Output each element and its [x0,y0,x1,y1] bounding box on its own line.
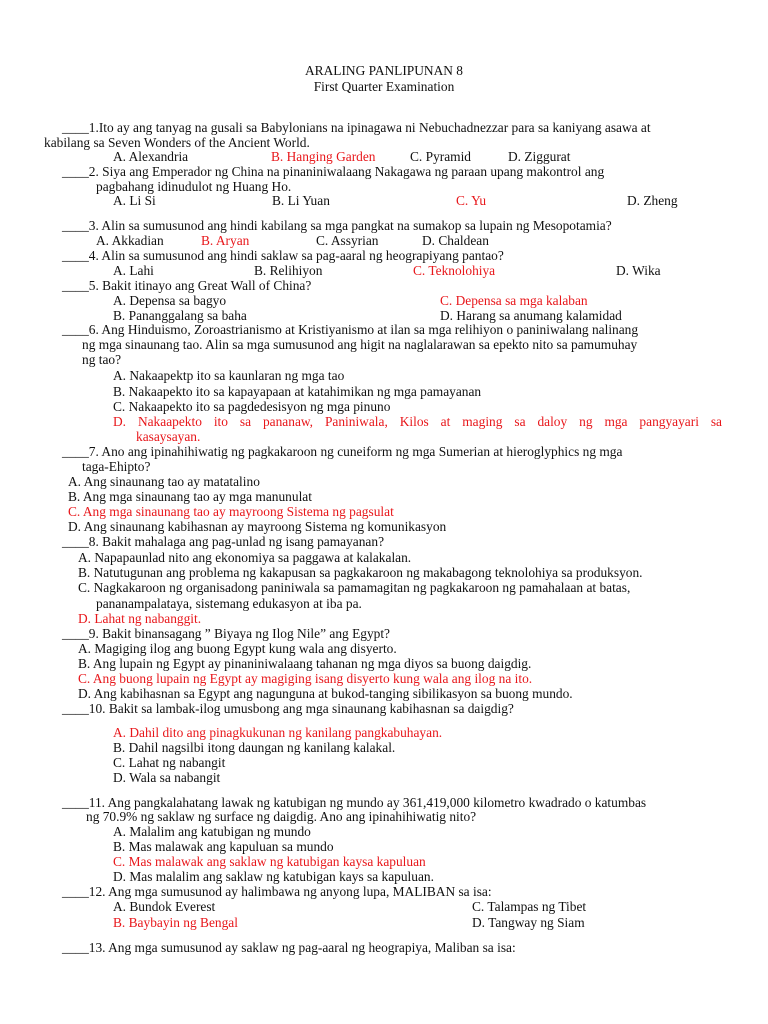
q12-stem: ____12. Ang mga sumusunod ay halimbawa ng anyong lupa, MALIBAN sa isa: [62,884,492,899]
q7-choice-d: D. Ang sinaunang kabihasnan ay mayroong Sistema ng komunikasyon [68,519,447,534]
q3-stem: ____3. Alin sa sumusunod ang hindi kabilang sa mga pangkat na sumakop sa lupain ng Mesopotamia? [62,218,612,233]
q6-choice-b: B. Nakaapekto ito sa kapayapaan at katahimikan ng mga pamayanan [113,384,482,399]
q7-stem-line2: taga-Ehipto? [82,459,151,474]
q8-stem: ____8. Bakit mahalaga ang pag-unlad ng isang pamayanan? [62,534,385,549]
q10-stem: ____10. Bakit sa lambak-ilog umusbong ang mga sinaunang kabihasnan sa daigdig? [62,701,514,716]
q11-stem-line1: ____11. Ang pangkalahatang lawak ng katubigan ng mundo ay 361,419,000 kilometro kwadrado o katumbas [62,795,647,810]
q2-stem-line2: pagbahang idinudulot ng Huang Ho. [96,179,292,194]
q4-stem: ____4. Alin sa sumusunod ang hindi saklaw sa pag-aaral ng heograpiyang pantao? [62,248,504,263]
q1-choice-a: A. Alexandria [113,149,189,164]
q2-choice-d: D. Zheng [627,193,678,208]
q6-stem-line2: ng mga sinaunang tao. Alin sa mga sumusunod ang higit na naglalarawan sa epekto nito sa pamumuhay [82,337,638,352]
q9-choice-c-answer: C. Ang buong lupain ng Egypt ay magiging isang disyerto kung wala ang ilog na ito. [78,671,533,686]
q11-stem-line2: ng 70.9% ng saklaw ng surface ng daigdig. Ano ang ipinahihiwatig nito? [86,809,477,824]
q4-choice-b: B. Relihiyon [254,263,323,278]
q12-choice-c: C. Talampas ng Tibet [472,899,587,914]
q13-stem: ____13. Ang mga sumusunod ay saklaw ng pag-aaral ng heograpiya, Maliban sa isa: [62,940,516,955]
q9-choice-b: B. Ang lupain ng Egypt ay pinaniniwalaang tahanan ng mga diyos sa buong daigdig. [78,656,532,671]
q6-choice-a: A. Nakaapektp ito sa kaunlaran ng mga tao [113,368,345,383]
q6-stem-line1: ____6. Ang Hinduismo, Zoroastrianismo at Kristiyanismo at ilan sa mga relihiyon o paniniwalang nalinang [62,322,639,337]
q9-choice-a: A. Magiging ilog ang buong Egypt kung wala ang disyerto. [78,641,397,656]
q10-choice-d: D. Wala sa nabangit [113,770,221,785]
q6-choice-d-answer-line1: D. Nakaapekto ito sa pananaw, Paniniwala, Kilos at maging sa daloy ng mga pangyayari sa [113,414,722,429]
q6-stem-line3: ng tao? [82,352,122,367]
q7-choice-c-answer: C. Ang mga sinaunang tao ay mayroong Sistema ng pagsulat [68,504,394,519]
q7-choice-a: A. Ang sinaunang tao ay matatalino [68,474,260,489]
q1-choice-d: D. Ziggurat [508,149,571,164]
q8-choice-b: B. Natutugunan ang problema ng kakapusan sa pagkakaroon ng makabagong teknolohiya sa produksyon. [78,565,643,580]
q4-choice-a: A. Lahi [113,263,154,278]
q10-choice-a-answer: A. Dahil dito ang pinagkukunan ng kanilang pangkabuhayan. [113,725,443,740]
q12-choice-b-answer: B. Baybayin ng Bengal [113,915,238,930]
q2-choice-c-answer: C. Yu [456,193,487,208]
q12-choice-a: A. Bundok Everest [113,899,216,914]
q9-stem: ____9. Bakit binansagang ” Biyaya ng Ilog Nile” ang Egypt? [62,626,390,641]
q11-choice-c-answer: C. Mas malawak ang saklaw ng katubigan kaysa kapuluan [113,854,426,869]
q10-choice-b: B. Dahil nagsilbi itong daungan ng kanilang kalakal. [113,740,396,755]
q6-choice-d-answer-line2: kasaysayan. [136,429,201,444]
q2-stem-line1: ____2. Siya ang Emperador ng China na pinaniniwalaang Nakagawa ng paraan upang makontrol ang [62,164,605,179]
q2-choice-b: B. Li Yuan [272,193,330,208]
q5-choice-a: A. Depensa sa bagyo [113,293,227,308]
q5-choice-d: D. Harang sa anumang kalamidad [440,308,622,323]
exam-subtitle: First Quarter Examination [313,79,455,94]
q11-choice-d: D. Mas malalim ang saklaw ng katubigan kays sa kapuluan. [113,869,434,884]
q7-stem-line1: ____7. Ano ang ipinahihiwatig ng pagkakaroon ng cuneiform ng mga Sumerian at hieroglyphics ng mga [62,444,623,459]
q12-choice-d: D. Tangway ng Siam [472,915,585,930]
q4-choice-c-answer: C. Teknolohiya [413,263,496,278]
q3-choice-b-answer: B. Aryan [201,233,250,248]
q4-choice-d: D. Wika [616,263,661,278]
q1-stem-line2: kabilang sa Seven Wonders of the Ancient World. [44,135,310,150]
q8-choice-d-answer: D. Lahat ng nabanggit. [78,611,202,626]
q7-choice-b: B. Ang mga sinaunang tao ay mga manunulat [68,489,312,504]
q1-choice-b-answer: B. Hanging Garden [271,149,376,164]
q10-choice-c: C. Lahat ng nabangit [113,755,226,770]
q1-choice-c: C. Pyramid [410,149,472,164]
q11-choice-a: A. Malalim ang katubigan ng mundo [113,824,311,839]
exam-title: ARALING PANLIPUNAN 8 [305,63,463,78]
q1-stem-line1: ____1.Ito ay ang tanyag na gusali sa Babylonians na ipinagawa ni Nebuchadnezzar para sa kaniyang asawa at [62,120,651,135]
q5-stem: ____5. Bakit itinayo ang Great Wall of China? [62,278,312,293]
q8-choice-c-line2: pananampalataya, sistemang edukasyon at iba pa. [96,596,362,611]
q11-choice-b: B. Mas malawak ang kapuluan sa mundo [113,839,334,854]
q3-choice-a: A. Akkadian [96,233,164,248]
q8-choice-a: A. Napapaunlad nito ang ekonomiya sa paggawa at kalakalan. [78,550,412,565]
q6-choice-c: C. Nakaapekto ito sa pagdedesisyon ng mga pinuno [113,399,391,414]
q3-choice-c: C. Assyrian [316,233,379,248]
q3-choice-d: D. Chaldean [422,233,489,248]
q2-choice-a: A. Li Si [113,193,156,208]
q9-choice-d: D. Ang kabihasnan sa Egypt ang nagunguna at bukod-tanging sibilikasyon sa buong mundo. [78,686,573,701]
q5-choice-c-answer: C. Depensa sa mga kalaban [440,293,588,308]
q5-choice-b: B. Pananggalang sa baha [113,308,247,323]
q8-choice-c-line1: C. Nagkakaroon ng organisadong paniniwala sa pamamagitan ng pagkakaroon ng pamahalaan at batas, [78,580,631,595]
